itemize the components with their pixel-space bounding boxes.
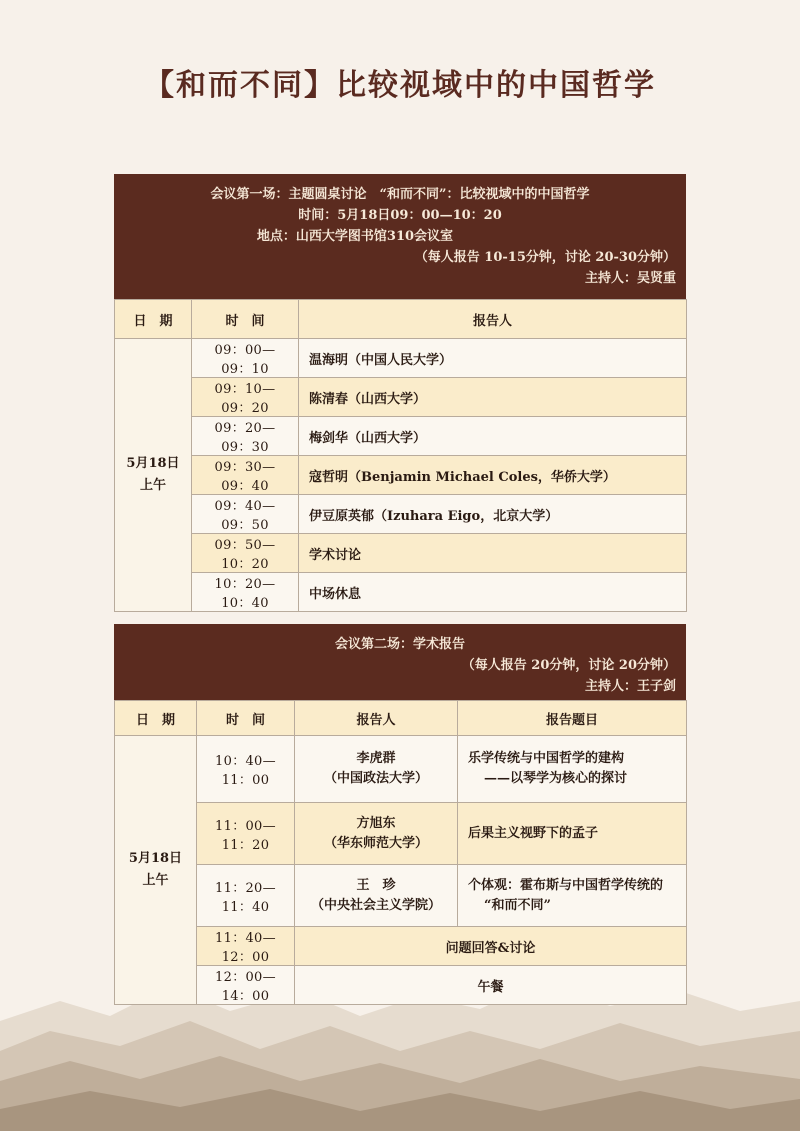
date-label: 5月18日 <box>128 851 183 866</box>
time-cell: 10：20—10：40 <box>192 573 299 612</box>
table-header-row <box>115 300 687 339</box>
session-1-table <box>114 174 686 612</box>
table-row <box>115 865 687 927</box>
table-row <box>115 495 687 534</box>
column-header-topic: 报告题目 <box>458 701 687 736</box>
topic-cell <box>458 865 687 927</box>
column-header-speaker: 报告人 <box>299 300 687 339</box>
topic-line: 个体观：霍布斯与中国哲学传统的 <box>468 877 664 893</box>
time-cell: 09：50—10：20 <box>192 534 299 573</box>
table-row <box>115 378 687 417</box>
time-cell: 12：00—14：00 <box>197 966 295 1005</box>
session-1-heading: 会议第一场：主题圆桌讨论 “和而不同”：比较视域中的中国哲学 <box>210 187 590 202</box>
table-row <box>115 803 687 865</box>
table-row <box>115 573 687 612</box>
speaker-affiliation: （华东师范大学） <box>323 835 428 851</box>
table-row <box>115 339 687 378</box>
time-cell: 09：30—09：40 <box>192 456 299 495</box>
speaker-name: 方旭东 <box>356 815 396 831</box>
speaker-cell: 陈清春（山西大学） <box>299 378 687 417</box>
page-title: 【和而不同】比较视域中的中国哲学 <box>144 68 656 103</box>
session-2-duration-note: （每人报告 20分钟，讨论 20分钟） <box>461 658 676 673</box>
time-cell: 11：20—11：40 <box>197 865 295 927</box>
date-label: 5月18日 <box>126 456 180 471</box>
table-row <box>115 927 687 966</box>
speaker-cell: 寇哲明（Benjamin Michael Coles，华侨大学） <box>299 456 687 495</box>
time-cell: 11：40—12：00 <box>197 927 295 966</box>
merged-activity-cell: 问题回答&讨论 <box>295 927 687 966</box>
column-header-time: 时 间 <box>197 701 295 736</box>
time-cell: 09：20—09：30 <box>192 417 299 456</box>
session-1-header <box>114 174 686 299</box>
time-cell: 09：00—09：10 <box>192 339 299 378</box>
speaker-name: 李虎群 <box>356 751 396 766</box>
table-row <box>115 534 687 573</box>
topic-line: 乐学传统与中国哲学的建构 <box>468 751 625 766</box>
session-1-schedule <box>114 299 687 612</box>
period-label: 上午 <box>139 478 166 493</box>
speaker-cell: 梅剑华（山西大学） <box>299 417 687 456</box>
date-cell <box>115 736 197 1005</box>
session-2-schedule <box>114 700 687 1005</box>
column-header-speaker: 报告人 <box>295 701 458 736</box>
column-header-date: 日 期 <box>115 300 192 339</box>
speaker-cell: 学术讨论 <box>299 534 687 573</box>
column-header-time: 时 间 <box>192 300 299 339</box>
session-2-host: 主持人：王子剑 <box>584 679 676 694</box>
session-1-duration-note: （每人报告 10-15分钟，讨论 20-30分钟） <box>414 250 676 265</box>
speaker-cell <box>295 865 458 927</box>
topic-subtitle: “和而不同” <box>484 897 551 913</box>
session-1-location: 地点：山西大学图书馆310会议室 <box>256 229 454 244</box>
topic-cell <box>458 736 687 803</box>
speaker-cell: 中场休息 <box>299 573 687 612</box>
time-cell: 11：00—11：20 <box>197 803 295 865</box>
period-label: 上午 <box>142 873 169 888</box>
table-row <box>115 456 687 495</box>
time-cell: 10：40—11：00 <box>197 736 295 803</box>
session-2-header <box>114 624 686 700</box>
session-2-heading: 会议第二场：学术报告 <box>334 637 465 652</box>
session-1-time: 时间：5月18日09：00—10：20 <box>298 208 502 223</box>
table-row <box>115 417 687 456</box>
topic-subtitle: ——以琴学为核心的探讨 <box>484 771 628 786</box>
speaker-cell <box>295 736 458 803</box>
time-cell: 09：40—09：50 <box>192 495 299 534</box>
topic-line: 后果主义视野下的孟子 <box>468 825 599 841</box>
time-cell: 09：10—09：20 <box>192 378 299 417</box>
session-1-host: 主持人：吴贤重 <box>584 271 676 286</box>
speaker-affiliation: （中央社会主义学院） <box>310 897 441 913</box>
speaker-cell <box>295 803 458 865</box>
table-row <box>115 736 687 803</box>
merged-activity-cell: 午餐 <box>295 966 687 1005</box>
speaker-affiliation: （中国政法大学） <box>323 771 428 786</box>
speaker-name: 王 珍 <box>356 877 396 893</box>
speaker-cell: 伊豆原英郁（Izuhara Eigo，北京大学） <box>299 495 687 534</box>
speaker-cell: 温海明（中国人民大学） <box>299 339 687 378</box>
table-row <box>115 966 687 1005</box>
topic-cell <box>458 803 687 865</box>
table-header-row <box>115 701 687 736</box>
column-header-date: 日 期 <box>115 701 197 736</box>
date-cell <box>115 339 192 612</box>
session-2-table <box>114 624 686 1005</box>
